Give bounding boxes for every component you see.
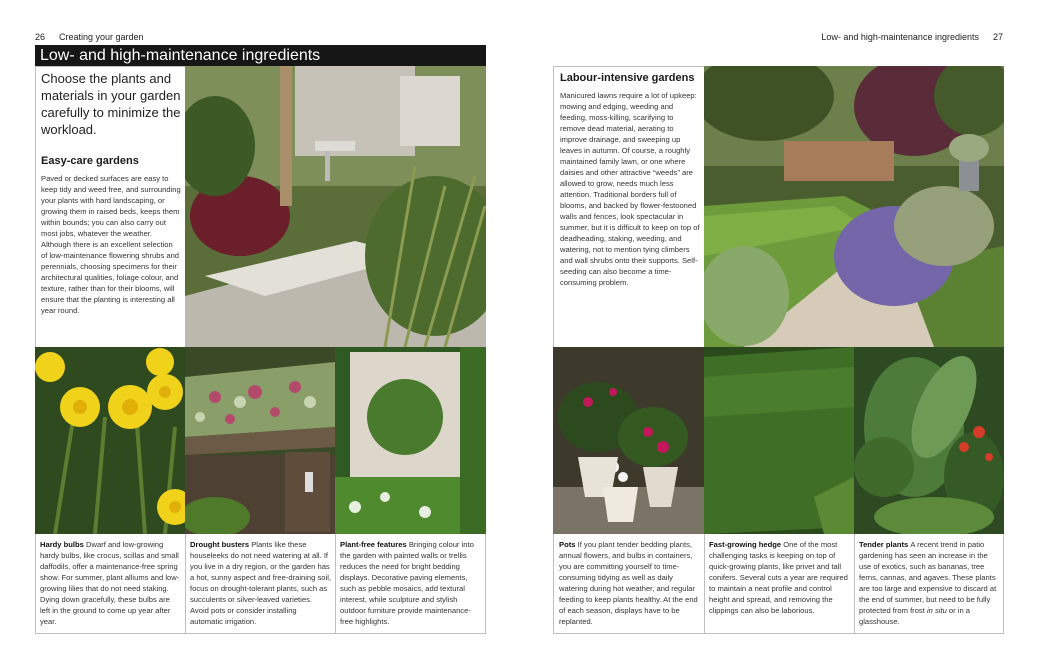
caption-title: Fast-growing hedge bbox=[709, 540, 782, 549]
caption-tail: or in a glasshouse. bbox=[859, 606, 971, 626]
caption-title: Pots bbox=[559, 540, 576, 549]
green-roof-photo bbox=[185, 347, 335, 534]
labour-text: Manicured lawns require a lot of upkeep: mowing and edging, weeding and feeding, moss-killing, scarifying to remove dead material, aerating to improve drainage, and sweeping up leaves in autumn. Of course, a roughly maintained family lawn, or one where daisies and other attractive “weeds” are allowed to grow, needs much less attention. Traditional borders full of blooms, and backed by flower-festooned walls and fences, look spectacular in summer, but it is difficult to keep on top of deadheading, staking, weeding, and watering, not to mention tying climbers and wall shrubs onto their supports. Self-seeding can also become a time-consuming problem. bbox=[560, 91, 700, 287]
caption-title: Hardy bulbs bbox=[40, 540, 84, 549]
intro-text: Choose the plants and materials in your garden carefully to minimize the workload. bbox=[41, 71, 181, 137]
easy-care-heading: Easy-care gardens bbox=[41, 155, 139, 167]
labour-section bbox=[560, 72, 700, 288]
pots-photo bbox=[553, 347, 704, 534]
caption-text: Plants like these houseleeks do not need watering at all. If you live in a dry region, or the garden has a hot, sunny aspect and free-draining soil, focus on drought-tolerant plants, such as succulents or silver-leaved varieties. Avoid pots or consider installing automatic irrigation. bbox=[190, 540, 331, 626]
caption-plant-free-features bbox=[340, 539, 482, 627]
caption-title: Plant-free features bbox=[340, 540, 407, 549]
caption-text: One of the most challenging tasks is keeping on top of quick-growing plants, like privet and tall conifers. Several cuts a year are required to maintain a neat profile and control height and spread, and removing the clippings can also be laborious. bbox=[709, 540, 848, 615]
caption-title: Tender plants bbox=[859, 540, 909, 549]
caption-pots bbox=[559, 539, 700, 627]
hedge-photo bbox=[704, 347, 854, 534]
right-running-title: Low- and high-maintenance ingredients bbox=[821, 32, 979, 42]
caption-divider bbox=[335, 534, 336, 634]
caption-title: Drought busters bbox=[190, 540, 250, 549]
caption-tender-plants bbox=[859, 539, 1000, 627]
labour-heading: Labour-intensive gardens bbox=[560, 72, 695, 84]
left-running-title: Creating your garden bbox=[59, 32, 144, 42]
left-page-number: 26 bbox=[35, 32, 46, 42]
caption-fast-growing-hedge bbox=[709, 539, 850, 616]
moon-gate-photo bbox=[335, 347, 486, 534]
daffodils-photo bbox=[35, 347, 185, 534]
right-page-header bbox=[821, 32, 1003, 42]
easy-care-text: Paved or decked surfaces are easy to keep tidy and weed free, and surrounding your plants with hard landscaping, or growing them in raised beds, keeps them within bounds; you can also carry out most jobs, whatever the weather. Although there is an excellent selection of low-maintenance flowering shrubs and perennials, choosing specimens for their architectural qualities, foliage colour, and texture, rather than for their blooms, will ensure that the planting is interesting all year round. bbox=[41, 174, 181, 315]
caption-divider bbox=[185, 534, 186, 634]
easy-care-section bbox=[41, 155, 181, 316]
caption-hardy-bulbs bbox=[40, 539, 181, 627]
section-banner: Low- and high-maintenance ingredients bbox=[35, 45, 486, 66]
right-page-number: 27 bbox=[992, 32, 1003, 42]
formal-lawn-photo bbox=[704, 66, 1004, 347]
caption-italic: in situ bbox=[926, 606, 947, 615]
caption-divider bbox=[854, 534, 855, 634]
caption-divider bbox=[704, 534, 705, 634]
caption-text: If you plant tender bedding plants, annual flowers, and bulbs in containers, you are committing yourself to time-consuming tidying as well as daily watering during hot weather, and regular feeding to keep plants healthy. At the end of each season, displays have to be replanted. bbox=[559, 540, 698, 626]
tender-plants-photo bbox=[854, 347, 1004, 534]
patio-garden-photo bbox=[185, 66, 486, 347]
caption-text: Bringing colour into the garden with painted walls or trellis reduces the need for bright bedding displays. Decorative paving elements, such as pebble mosaics, add textural interest, while sculpture and stylish outdoor furniture provide maintenance-free highlights. bbox=[340, 540, 474, 626]
caption-drought-busters bbox=[190, 539, 331, 627]
caption-text: Dwarf and low-growing hardy bulbs, like crocus, scillas and small daffodils, offer a maintenance-free spring show. For summer, plant alliums and low-growing lilies that do not need staking. Dying down gracefully, these bulbs are left in the ground to come up year after year. bbox=[40, 540, 180, 626]
left-page-header bbox=[35, 32, 144, 42]
caption-text: A recent trend in patio gardening has seen an increase in the use of exotics, such as bananas, tree ferns, cannas, and agaves. These plants are too large and expensive to discard at the end of summer, but need to be fully protected from frost bbox=[859, 540, 997, 615]
